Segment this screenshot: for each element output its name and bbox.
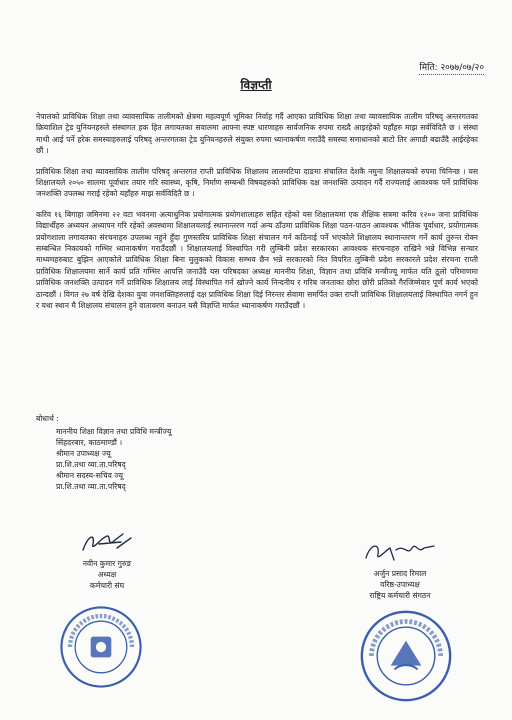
cc-heading: बोधार्थ : (36, 414, 59, 423)
body-text (36, 111, 478, 321)
signature-right (360, 540, 440, 566)
date-line: मिति: २०७७/०७/२० (419, 60, 484, 75)
cc-item: सिंहदरबार, काठमाण्डौं । (56, 438, 123, 447)
cc-item: प्रा.शि.तथा व्या.ता.परिषद् (56, 460, 126, 469)
union-seal-right (358, 608, 454, 704)
signatory-organization: कर्मचारी संघ (89, 581, 125, 590)
signatory-name: अर्जुन प्रसाद रिमाल (373, 569, 427, 578)
document-title: विज्ञप्ती (240, 78, 272, 92)
signatory-position: वरिष्ठ-उपाध्यक्ष (380, 580, 420, 589)
cc-item: श्रीमान उपाध्यक्ष ज्यू (56, 449, 111, 458)
signature-left (77, 530, 137, 556)
paragraph-1: नेपालको प्राविधिक शिक्षा तथा व्यावसायिक तालीमको क्षेत्रमा महत्वपूर्ण भूमिका निर्वाह गर्दै आएका प्राविधिक शिक्षा तथा व्यावसायिक तालीम परिषद् अन्तरगतका क्रियाशिल ट्रेड युनियनहरुले संस्थागत हक हित लगायतका सवालमा आफ्ना स्पष्ट धारणाहरु सार्वजनिक रुपमा राख्दै आइरहेको यहाँहरु माझ सर्वविदितै छ । संस्था माथी आई पर्ने हरेक समस्याहरुलाई परिषद् अन्तरगतका ट्रेड युनियनहरुले संयुक्त रुपमा ध्यानाकर्षण गराउँदै समस्या समाधानको बाटो तिर अगाडी बढाउँदै आईरहेका छौं । (36, 112, 478, 156)
union-seal-left (58, 604, 144, 690)
paragraph-3: करिव १६ बिगाहा जमिनमा २२ वटा भवनमा अत्याधुनिक प्रयोगात्मक प्रयोगशालाहरु सहित रहेको यस शिक्षालयमा एक शैक्षिक सत्रमा करिव १२०० जना प्राविधिक विद्यार्थीहरु अध्ययन अध्यापन गरि रहेको अवस्थामा शिक्षालयलाई स्थानान्तरण गर्दा अन्य ठाँउमा प्राविधिक शिक्षा पठन-पाठन आवश्यक भौतिक पूर्वाधार, प्रयोगात्मक प्रयोगशाला लगायतका संरचनाहरु उपलब्ध नहुने हुँदा गुणस्तरिय प्राविधिक शिक्षा संचालन गर्न कठिनाई पर्ने भएकोले शिक्षालय स्थानान्तरण गर्ने कार्य तुरुन्त रोक्न सम्बन्धित निकायको गम्भिर ध्यानाकर्षण गराउँदछौं । शिक्षालयलाई विस्थापित गरी लुम्बिनी प्रदेश सरकारका आवश्यक संरचनाहरु राखिने भन्ने विभिन्न सन्चार माध्यमहरुबाट बुझिन आएकोले प्राविधिक शिक्षा बिना मुलुकको विकास सम्भव छैन भन्ने सरकारको नित विपरित लुम्बिनी प्रदेश सरकारले प्रदेश संरचना राप्ती प्राविधिक शिक्षालयमा सार्ने कार्य प्रति गम्भिर आपत्ति जनाउँदै यस परिषदका अध्यक्ष माननीय शिक्षा, विज्ञान तथा प्रविधि मन्त्रीज्यू मार्फत यति ठूलो परिमाणमा प्राविधिक जनशक्ति उत्पादन गर्ने प्राविधिक शिक्षालय लाई विस्थापित गर्न खोज्ने कार्य निन्दनीय र गरिब जनताका छोरा छोरी प्रतिको गैरजिम्मेवार पूर्ण कार्य भएको ठान्दछौं । विगत २७ वर्ष देखि देशका युवा जनशक्तिहरुलाई दक्ष प्राविधिक शिक्षा दिई निरन्तर सेवामा समर्पित उक्त राप्ती प्राविधिक शिक्षालयलाई विस्थापित नगर्न हुन र यथा स्थान मै शिक्षालय संचालन हुने वातावरण बनाउन यसै विज्ञप्ति मार्फत ध्यानाकर्षण गराउँदछौं । (36, 209, 478, 311)
cc-block (36, 413, 171, 492)
cc-item: प्रा.शि.तथा व्या.ता.परिषद् (56, 482, 126, 491)
cc-item: श्रीमान सदस्य-सचिव ज्यू (56, 471, 124, 480)
paragraph-2: प्राविधिक शिक्षा तथा व्यावसायिक तालीम परिषद् अन्तरगत राप्ती प्राविधिक शिक्षालय लालमटिया दाङमा संचालित देशकै नमुना शिक्षालयको रुपमा चिनिन्छ । यस शिक्षालयले २०५० सालमा पूर्वाधार तयार गरि स्वास्थ्य, कृषि, निर्माण सम्बन्धी विषयहरुको प्राविधिक दक्ष जनशक्ति उत्पादन गर्दै राज्यलाई आवश्यक पर्ने प्राविधिक जनशक्ति उपलब्ध गराई रहेको यहाँहरु माझ सर्वविदितै छ । (36, 166, 478, 199)
signatory-right (330, 540, 470, 601)
cc-item: माननीय शिक्षा विज्ञान तथा प्रविधि मन्त्रीज्यू (56, 427, 172, 436)
signatory-position: अध्यक्ष (97, 570, 117, 579)
signatory-name: नवीन कुमार गुरुङ (82, 559, 132, 568)
signatory-organization: राष्ट्रिय कर्मचारी संगठन (369, 591, 431, 600)
signatory-left (52, 530, 162, 591)
